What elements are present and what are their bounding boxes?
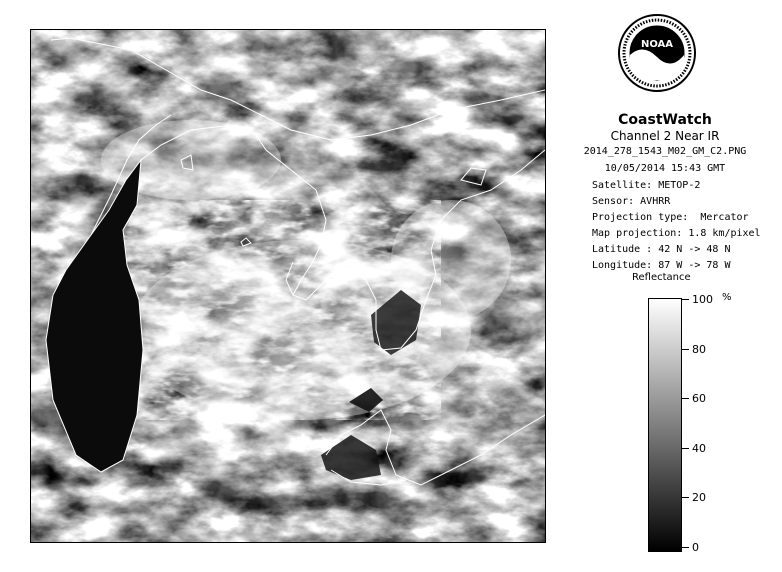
colorbar-tick-label: 0 xyxy=(692,541,699,554)
satellite-info: Satellite: METOP-2 xyxy=(592,180,701,191)
date-time: 10/05/2014 15:43 GMT xyxy=(604,163,726,174)
latitude-info: Latitude : 42 N -> 48 N xyxy=(592,244,731,255)
noaa-logo-emblem xyxy=(617,13,697,93)
satellite-image xyxy=(31,30,545,542)
colorbar-tick-mark xyxy=(681,547,689,548)
brand-title: CoastWatch xyxy=(618,112,712,128)
map-projection-info: Map projection: 1.8 km/pixel xyxy=(592,228,761,239)
colorbar-tick-mark xyxy=(681,299,689,300)
colorbar-tick-mark xyxy=(681,497,689,498)
satellite-image-map xyxy=(30,29,546,543)
colorbar-tick-label: 100 xyxy=(692,293,713,306)
colorbar-unit: % xyxy=(722,292,732,303)
colorbar-title: Reflectance xyxy=(632,272,691,283)
colorbar-tick-label: 80 xyxy=(692,342,706,356)
reflectance-colorbar xyxy=(648,298,682,552)
filename: 2014_278_1543_M02_GM_C2.PNG xyxy=(583,146,747,157)
colorbar-tick-label: 40 xyxy=(692,441,706,455)
colorbar-tick-label: 60 xyxy=(692,392,706,406)
colorbar-tick-mark xyxy=(681,448,689,449)
colorbar-tick-mark xyxy=(681,398,689,399)
projection-type-info: Projection type: Mercator xyxy=(592,212,749,223)
longitude-info: Longitude: 87 W -> 78 W xyxy=(592,260,731,271)
channel-title: Channel 2 Near IR xyxy=(610,129,720,143)
noaa-logo xyxy=(617,13,697,93)
noaa-logo-text: NOAA xyxy=(640,39,674,50)
sensor-info: Sensor: AVHRR xyxy=(592,196,671,207)
colorbar-tick-mark xyxy=(681,349,689,350)
colorbar-tick-label: 20 xyxy=(692,491,706,505)
